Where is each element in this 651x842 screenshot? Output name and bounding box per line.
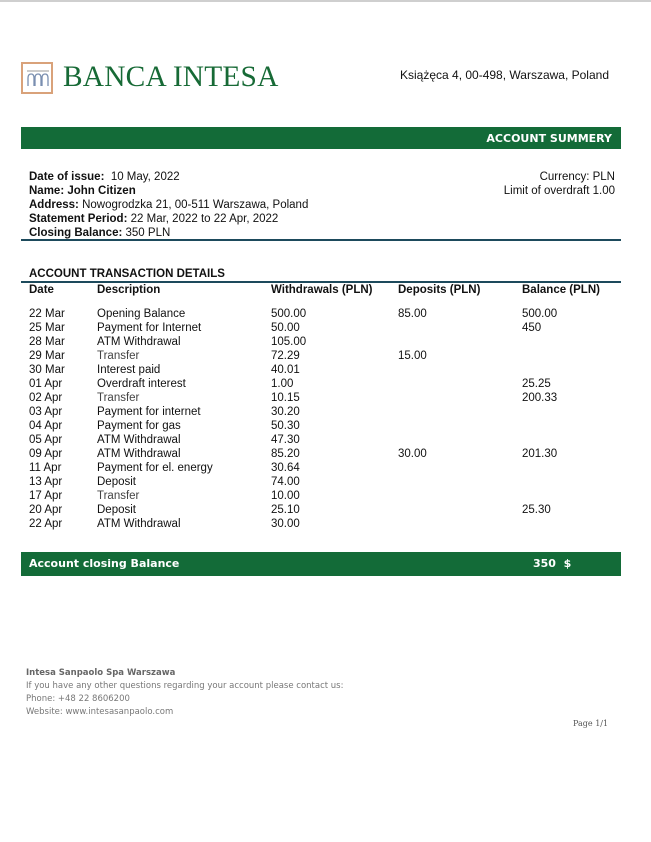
closing-balance-bar-value: 350 $ [533, 557, 572, 570]
closing-balance-label: Closing Balance: [29, 227, 123, 239]
cell-date: 28 Mar [29, 336, 65, 348]
cell-description: Interest paid [97, 364, 161, 376]
column-header-balance: Balance (PLN) [522, 284, 600, 296]
table-row [0, 335, 651, 349]
cell-description: Transfer [97, 350, 140, 362]
cell-date: 04 Apr [29, 420, 63, 432]
cell-withdrawal: 72.29 [271, 350, 300, 362]
column-header-deposits: Deposits (PLN) [398, 284, 481, 296]
cell-withdrawal: 10.15 [271, 392, 300, 404]
transaction-details-title: ACCOUNT TRANSACTION DETAILS [29, 268, 225, 280]
cell-deposit: 15.00 [398, 350, 427, 362]
cell-date: 09 Apr [29, 448, 63, 460]
account-terms [504, 170, 615, 198]
bank-address: Książęca 4, 00-498, Warszawa, Poland [400, 68, 609, 82]
cell-withdrawal: 85.20 [271, 448, 300, 460]
table-row [0, 321, 651, 335]
account-info [29, 170, 308, 240]
cell-description: Opening Balance [97, 308, 186, 320]
transaction-table [0, 307, 651, 531]
cell-date: 20 Apr [29, 504, 63, 516]
column-header-withdrawals: Withdrawals (PLN) [271, 284, 373, 296]
cell-withdrawal: 47.30 [271, 434, 300, 446]
table-row [0, 307, 651, 321]
cell-description: ATM Withdrawal [97, 518, 181, 530]
cell-description: Transfer [97, 490, 140, 502]
table-row [0, 433, 651, 447]
cell-withdrawal: 25.10 [271, 504, 300, 516]
cell-description: Overdraft interest [97, 378, 186, 390]
closing-balance-bar [21, 552, 621, 576]
name-value: John Citizen [67, 185, 136, 197]
cell-deposit: 85.00 [398, 308, 427, 320]
bank-brand-name: BANCA INTESA [63, 60, 279, 93]
address-value: Nowogrodzka 21, 00-511 Warszawa, Poland [82, 199, 309, 211]
table-row [0, 391, 651, 405]
cell-description: Payment for internet [97, 406, 201, 418]
cell-withdrawal: 105.00 [271, 336, 307, 348]
table-row [0, 377, 651, 391]
cell-date: 13 Apr [29, 476, 63, 488]
table-row [0, 447, 651, 461]
cell-balance: 25.25 [522, 378, 551, 390]
cell-description: ATM Withdrawal [97, 448, 181, 460]
table-row [0, 503, 651, 517]
table-row [0, 461, 651, 475]
cell-date: 22 Mar [29, 308, 65, 320]
table-row [0, 349, 651, 363]
closing-balance-value: 350 PLN [125, 227, 171, 239]
divider [21, 281, 621, 283]
cell-balance: 201.30 [522, 448, 558, 460]
table-row [0, 475, 651, 489]
cell-date: 03 Apr [29, 406, 63, 418]
cell-date: 11 Apr [29, 462, 62, 474]
footer-website: Website: www.intesasanpaolo.com [26, 707, 174, 717]
address-label: Address: [29, 199, 79, 211]
table-row [0, 419, 651, 433]
cell-date: 22 Apr [29, 518, 63, 530]
footer-contact-line: If you have any other questions regarding your account please contact us: [26, 681, 344, 691]
cell-deposit: 30.00 [398, 448, 427, 460]
cell-withdrawal: 1.00 [271, 378, 294, 390]
statement-period-value: 22 Mar, 2022 to 22 Apr, 2022 [130, 213, 279, 225]
overdraft-limit: Limit of overdraft 1.00 [503, 185, 615, 197]
name-label: Name: [29, 185, 65, 197]
cell-description: Payment for gas [97, 420, 181, 432]
page-number: Page 1/1 [573, 719, 609, 728]
cell-description: Deposit [97, 476, 136, 488]
cell-withdrawal: 30.20 [271, 406, 300, 418]
cell-withdrawal: 50.00 [271, 322, 300, 334]
statement-period-label: Statement Period: [29, 213, 128, 225]
cell-date: 25 Mar [29, 322, 65, 334]
arches-logo-icon [21, 62, 53, 94]
cell-withdrawal: 40.01 [271, 364, 300, 376]
date-of-issue-label: Date of issue: [29, 171, 105, 183]
cell-date: 01 Apr [29, 378, 63, 390]
footer-company: Intesa Sanpaolo Spa Warszawa [26, 668, 176, 678]
cell-description: Payment for Internet [97, 322, 202, 334]
cell-description: ATM Withdrawal [97, 434, 181, 446]
cell-withdrawal: 30.64 [271, 462, 300, 474]
cell-date: 30 Mar [29, 364, 65, 376]
cell-withdrawal: 10.00 [271, 490, 300, 502]
customer-name [29, 184, 308, 198]
account-summary-bar [21, 127, 621, 149]
table-row [0, 405, 651, 419]
cell-balance: 450 [522, 322, 542, 334]
closing-balance [29, 226, 308, 240]
column-header-date: Date [29, 284, 54, 296]
page-top-border [0, 0, 651, 2]
cell-date: 05 Apr [29, 434, 63, 446]
currency: Currency: PLN [539, 171, 615, 183]
footer-phone: Phone: +48 22 8606200 [26, 694, 130, 704]
divider [21, 239, 621, 241]
table-row [0, 489, 651, 503]
cell-balance: 500.00 [522, 308, 558, 320]
cell-withdrawal: 500.00 [271, 308, 307, 320]
cell-balance: 25.30 [522, 504, 551, 516]
cell-description: Payment for el. energy [97, 462, 213, 474]
cell-balance: 200.33 [522, 392, 558, 404]
cell-withdrawal: 30.00 [271, 518, 300, 530]
closing-balance-bar-label: Account closing Balance [29, 557, 180, 570]
cell-withdrawal: 50.30 [271, 420, 300, 432]
column-header-description: Description [97, 284, 161, 296]
cell-date: 02 Apr [29, 392, 63, 404]
table-row [0, 517, 651, 531]
cell-withdrawal: 74.00 [271, 476, 300, 488]
cell-date: 17 Apr [29, 490, 63, 502]
footer [26, 667, 343, 719]
cell-date: 29 Mar [29, 350, 65, 362]
date-of-issue [29, 170, 308, 184]
table-row [0, 363, 651, 377]
cell-description: ATM Withdrawal [97, 336, 181, 348]
account-summary-title: ACCOUNT SUMMERY [486, 132, 612, 145]
date-of-issue-value: 10 May, 2022 [110, 171, 180, 183]
cell-description: Transfer [97, 392, 140, 404]
customer-address [29, 198, 308, 212]
cell-description: Deposit [97, 504, 136, 516]
statement-period [29, 212, 308, 226]
